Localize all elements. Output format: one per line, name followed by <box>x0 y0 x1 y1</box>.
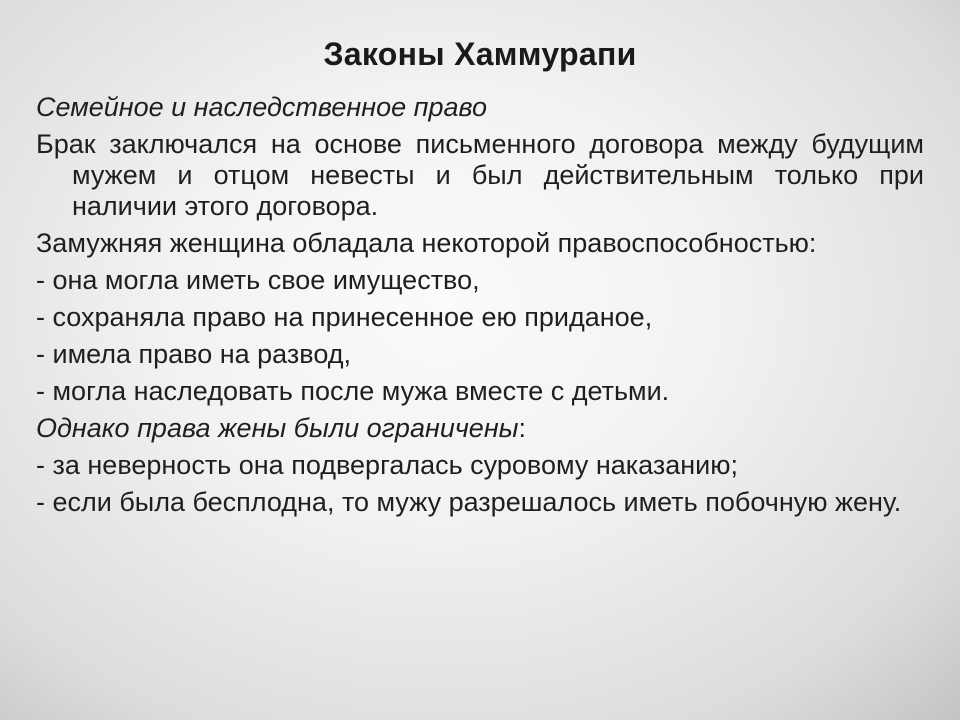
slide-body <box>36 92 924 524</box>
slide-title: Законы Хаммурапи <box>323 36 637 72</box>
list-item: - сохраняла право на принесенное ею приданое, <box>36 302 653 332</box>
list-item: - за неверность она подвергалась суровому наказанию; <box>36 450 739 480</box>
restrictions-colon: : <box>518 413 527 443</box>
paragraph-married-woman: Замужняя женщина обладала некоторой правоспособностью: <box>36 228 817 258</box>
list-item: - она могла иметь свое имущество, <box>36 265 480 295</box>
paragraph-marriage-contract: Брак заключался на основе письменного договора между будущим мужем и отцом невесты и был действительным только при наличии этого договора. <box>36 129 924 221</box>
paragraph-restrictions <box>36 413 924 444</box>
section-heading: Семейное и наследственное право <box>36 92 488 122</box>
list-item: - могла наследовать после мужа вместе с детьми. <box>36 376 670 406</box>
restrictions-text: Однако права жены были ограничены <box>36 413 519 443</box>
list-item: - имела право на развод, <box>36 339 351 369</box>
list-item: - если была бесплодна, то мужу разрешалось иметь побочную жену. <box>36 487 902 517</box>
